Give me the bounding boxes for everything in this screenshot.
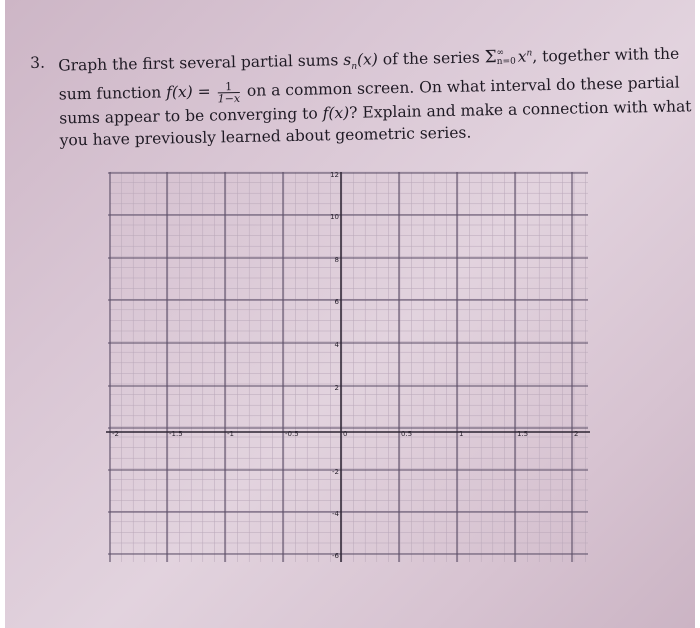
- sum-exponent: n: [526, 48, 533, 59]
- text-segment: Graph the first several partial sums: [58, 51, 344, 75]
- fraction-denominator: 1−x: [217, 91, 241, 106]
- text-segment: ? Explain and make a connection with what: [349, 97, 692, 122]
- function-label: f(x) =: [166, 82, 216, 102]
- x-tick-label: 2: [574, 430, 579, 438]
- x-tick-label: 1.5: [517, 430, 529, 438]
- x-tick-label: -1: [227, 430, 234, 438]
- text-segment: of the series: [377, 48, 485, 69]
- y-tick-label: 2: [334, 384, 339, 392]
- minor-grid: [110, 172, 588, 562]
- problem-number: 3.: [30, 53, 46, 72]
- fraction-numerator: 1: [225, 79, 233, 94]
- axes: [106, 172, 590, 562]
- x-tick-label: -0.5: [285, 430, 299, 438]
- sn-argument: (x): [356, 50, 379, 69]
- text-segment: sums appear to be converging to: [59, 104, 323, 128]
- x-tick-label: -2: [112, 430, 119, 438]
- y-tick-label: -2: [332, 468, 339, 476]
- sn-letter: s: [343, 50, 352, 70]
- y-tick-label: 6: [334, 298, 339, 306]
- x-tick-label: 1: [459, 430, 464, 438]
- text-segment: on a common screen. On what interval do these partial: [241, 73, 680, 101]
- problem-line-4: you have previously learned about geometric series.: [59, 123, 472, 150]
- sum-lower-limit: n=0: [496, 56, 516, 68]
- x-tick-label: 0: [343, 430, 348, 438]
- sum-term: x: [517, 47, 527, 66]
- y-tick-label: 10: [330, 213, 339, 221]
- sum-upper-limit: ∞: [496, 48, 505, 59]
- y-tick-label: -6: [332, 552, 339, 560]
- y-tick-label: 8: [334, 256, 339, 264]
- text-segment: , together with the: [532, 44, 680, 66]
- x-tick-label: -1.5: [169, 430, 183, 438]
- text-segment: sum function: [58, 83, 167, 104]
- y-tick-label: -4: [332, 510, 339, 518]
- function-reference: f(x): [322, 103, 350, 123]
- x-tick-label: 0.5: [401, 430, 413, 438]
- summation-sign: Σ: [484, 47, 497, 68]
- y-tick-label: 4: [334, 341, 339, 349]
- sn-subscript: n: [351, 61, 358, 73]
- y-tick-labels: [330, 171, 339, 560]
- y-tick-label: 12: [330, 171, 339, 179]
